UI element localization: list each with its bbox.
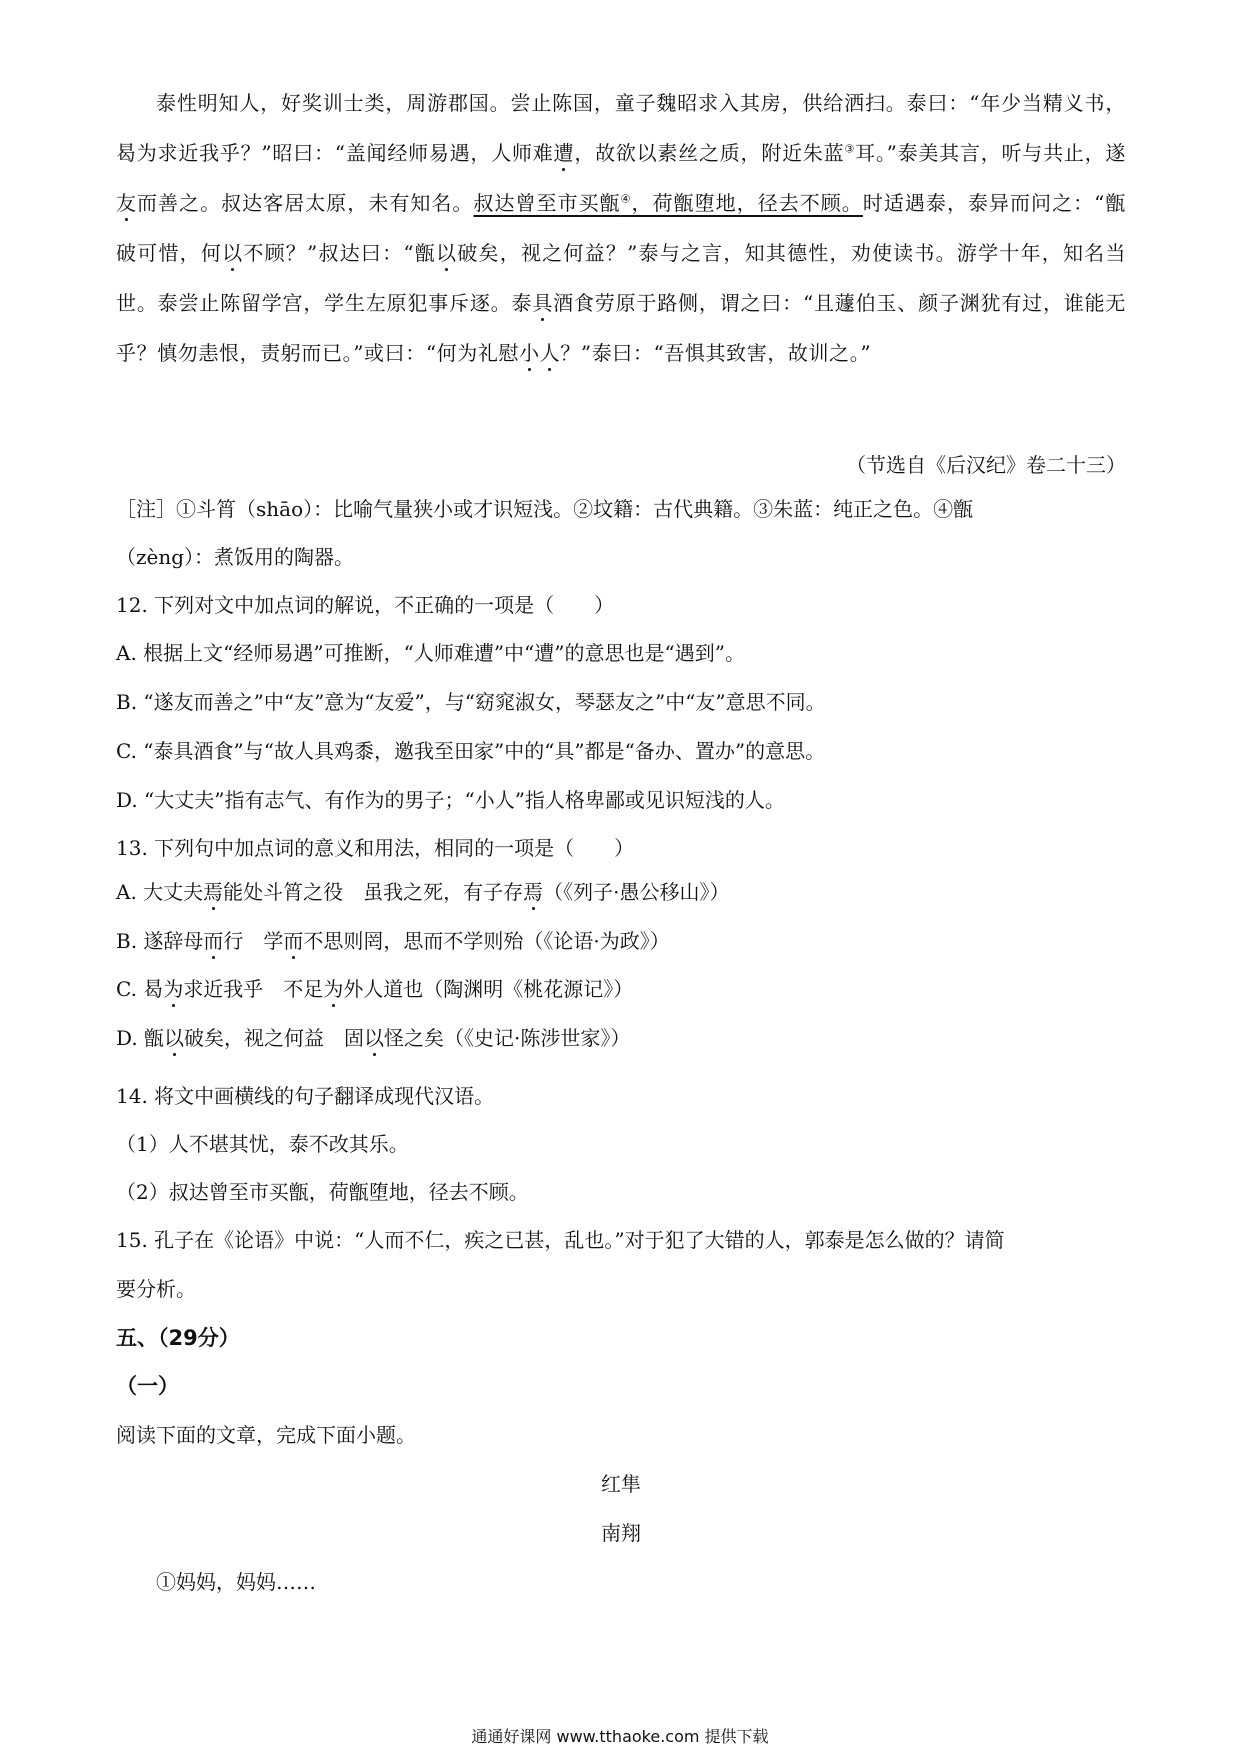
option-text: 不思则罔，思而不学则殆（《论语·为政》） [303, 929, 670, 953]
subsection-heading: （一） [116, 1374, 179, 1398]
article-author: 南翔 [601, 1521, 641, 1545]
page-footer: 通通好课网 www.tthaoke.com 提供下载 [471, 1727, 769, 1746]
note-marker: ③ [844, 142, 856, 156]
dotted-word: 人 [539, 341, 561, 365]
q14-sentence-2: （2）叔达曾至市买甑，荷甑堕地，径去不顾。 [116, 1180, 529, 1204]
q13-option-a [116, 867, 1126, 917]
passage-text: 泰性明知人，好奖训士类，周游郡国。尝止陈国，童子魏昭求入其房，供给洒扫。泰曰：“年少当精义书，曷为求近我乎？”昭曰：“盖闻经师易遇，人师难 [116, 91, 1126, 165]
q13-option-b [116, 916, 1126, 966]
q12-option-b: B. “遂友而善之”中“友”意为“友爱”，与“窈窕淑女，琴瑟友之”中“友”意思不同。 [116, 690, 826, 714]
option-text: A. 大丈夫 [116, 880, 204, 904]
passage-text: 酒食劳原于路侧，谓之曰：“且蘧伯玉、颜子渊犹有过，谁能无乎？慎勿恚恨，责躬而已。”或曰：“何为礼慰 [116, 291, 1127, 365]
passage-text: 时适遇泰，泰异而问之：“甑破可惜，何 [116, 191, 1126, 265]
q13-option-c [116, 964, 1126, 1014]
option-text: 能处斗筲之役 虽我之死，有子存 [223, 880, 524, 904]
option-text: （《列子·愚公移山》） [543, 880, 730, 904]
passage-text: 不顾？”叔达曰：“甑 [243, 241, 437, 265]
dotted-word: 友 [116, 191, 138, 215]
dotted-word: 小 [519, 341, 540, 365]
dotted-word: 焉 [523, 880, 544, 904]
q12-option-a: A. 根据上文“经师易遇”可推断，“人师难遭”中“遭”的意思也是“遇到”。 [116, 641, 745, 665]
dotted-word: 以 [164, 1026, 185, 1050]
dotted-word: 为 [323, 977, 344, 1001]
notes-line-2: （zèng）：煮饭用的陶器。 [116, 545, 355, 569]
q13-stem: 13. 下列句中加点词的意义和用法，相同的一项是（ ） [116, 836, 635, 860]
source-citation: （节选自《后汉纪》卷二十三） [846, 453, 1126, 477]
option-text: 破矣，视之何益 固 [184, 1026, 365, 1050]
q14-sentence-1: （1）人不堪其忧，泰不改其乐。 [116, 1132, 409, 1156]
dotted-word: 具 [532, 291, 554, 315]
notes-line-1: ［注］①斗筲（shāo）：比喻气量狭小或才识短浅。②坟籍：古代典籍。③朱蓝：纯正之色。④甑 [116, 497, 974, 521]
option-text: 求近我乎 不足 [183, 977, 324, 1001]
dotted-word: 为 [163, 977, 184, 1001]
q14-stem: 14. 将文中画横线的句子翻译成现代汉语。 [116, 1084, 495, 1108]
option-text: 怪之矣（《史记·陈涉世家》） [384, 1026, 631, 1050]
reading-instruction: 阅读下面的文章，完成下面小题。 [116, 1423, 416, 1447]
option-text: 外人道也（陶渊明《桃花源记》） [343, 977, 634, 1001]
dotted-word: 而 [283, 929, 304, 953]
section-heading: 五、（29分） [116, 1326, 240, 1350]
underlined-sentence [473, 191, 862, 215]
article-title: 红隼 [601, 1472, 641, 1496]
q12-option-d: D. “大丈夫”指有志气、有作为的男子；“小人”指人格卑鄙或见识短浅的人。 [116, 788, 785, 812]
passage-text: ，故欲以素丝之质，附近朱蓝 [574, 141, 845, 165]
underlined-text: 叔达曾至市买甑 [473, 191, 621, 215]
option-text: D. 甑 [116, 1026, 165, 1050]
dotted-word: 以 [222, 241, 244, 265]
dotted-word: 而 [203, 929, 224, 953]
passage-text: 而善之。叔达客居太原，未有知名。 [137, 191, 474, 215]
option-text: 行 学 [223, 929, 284, 953]
dotted-word: 焉 [203, 880, 224, 904]
passage-paragraph [116, 78, 1126, 378]
note-marker: ④ [620, 192, 632, 206]
passage-text: ？”泰曰：“吾惧其致害，故训之。” [560, 341, 872, 365]
article-first-line: ①妈妈，妈妈…… [156, 1570, 316, 1594]
underlined-text: ，荷甑堕地，径去不顾。 [631, 191, 863, 215]
q12-option-c: C. “泰具酒食”与“故人具鸡黍，邀我至田家”中的“具”都是“备办、置办”的意思。 [116, 739, 826, 763]
passage-text: 破矣，视之何益？”泰与之言，知其德性，劝使读书。游学十年，知名当世。泰尝止陈留学宫，学生左原犯事斥逐。泰 [116, 241, 1127, 315]
q15-line-2: 要分析。 [116, 1277, 196, 1301]
option-text: B. 遂辞母 [116, 929, 204, 953]
dotted-word: 遭 [553, 141, 575, 165]
q15-line-1: 15. 孔子在《论语》中说：“人而不仁，疾之已甚，乱也。”对于犯了大错的人，郭泰是怎么做的？请简 [116, 1228, 1005, 1252]
q12-stem: 12. 下列对文中加点词的解说，不正确的一项是（ ） [116, 593, 615, 617]
dotted-word: 以 [436, 241, 458, 265]
dotted-word: 以 [364, 1026, 385, 1050]
q13-option-d [116, 1013, 1126, 1063]
passage-text: 耳。”泰美其言，听与共止，遂 [855, 141, 1126, 165]
option-text: C. 曷 [116, 977, 164, 1001]
